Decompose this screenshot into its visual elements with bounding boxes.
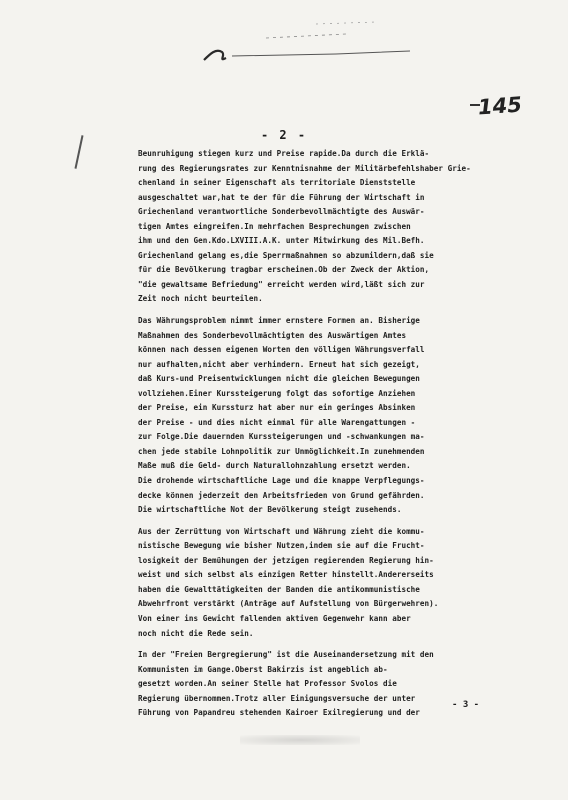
text-line: nistische Bewegung wie bisher Nutzen,indem sie auf die Frucht-: [138, 541, 425, 551]
text-line: nur aufhalten,nicht aber verhindern. Erneut hat sich gezeigt,: [138, 359, 420, 369]
text-line: der Preise, ein Kurssturz hat aber nur ein geringes Absinken: [138, 403, 416, 413]
text-line: noch nicht die Rede sein.: [138, 628, 254, 638]
paragraph-1: [138, 147, 500, 307]
text-line: Regierung übernommen.Trotz aller Einigungsversuche der unter: [138, 693, 416, 703]
text-line: für die Bevölkerung tragbar erscheinen.Ob der Zweck der Aktion,: [138, 265, 430, 275]
text-line: gesetzt worden.An seiner Stelle hat Professor Svolos die: [138, 679, 397, 689]
text-line: vollziehen.Einer Kurssteigerung folgt das sofortige Anziehen: [138, 388, 416, 398]
text-line: losigkeit der Bemühungen der jetzigen regierenden Regierung hin-: [138, 555, 434, 565]
text-line: Abwehrfront verstärkt (Anträge auf Aufstellung von Bürgerwehren).: [138, 599, 439, 609]
text-line: Zeit noch nicht beurteilen.: [138, 294, 263, 304]
text-line: rung des Regierungsrates zur Kenntnisnahme der Militärbefehlshaber Grie-: [138, 163, 471, 173]
continuation-marker: - 3 -: [452, 700, 480, 710]
text-line: haben die Gewalttätigkeiten der Banden die antikommunistische: [138, 584, 420, 594]
text-line: ausgeschaltet war,hat te der für die Führung der Wirtschaft in: [138, 192, 425, 202]
text-line: ihm und den Gen.Kdo.LXVIII.A.K. unter Mitwirkung des Mil.Befh.: [138, 236, 425, 246]
body-text: [138, 147, 500, 728]
text-line: Das Währungsproblem nimmt immer ernstere Formen an. Bisherige: [138, 316, 420, 326]
text-line: Griechenland verantwortliche Sonderbevollmächtigte des Auswär-: [138, 207, 425, 217]
text-line: Die wirtschaftliche Not der Bevölkerung steigt zusehends.: [138, 505, 402, 515]
paragraph-3: [138, 525, 500, 641]
text-line: decke können jederzeit den Arbeitsfrieden von Grund gefährden.: [138, 490, 425, 500]
text-line: weist und sich selbst als einzigen Retter hinstellt.Andererseits: [138, 570, 434, 580]
text-line: können nach dessen eigenen Worten den völligen Währungsverfall: [138, 345, 425, 355]
text-line: zur Folge.Die dauernden Kurssteigerungen und -schwankungen ma-: [138, 432, 425, 442]
text-line: chen jede stabile Lohnpolitik zur Unmöglichkeit.In zunehmenden: [138, 446, 425, 456]
text-line: In der "Freien Bergregierung" ist die Auseinandersetzung mit den: [138, 650, 434, 660]
text-line: "die gewaltsame Befriedung" erreicht werden wird,läßt sich zur: [138, 279, 425, 289]
paragraph-2: [138, 314, 500, 518]
text-line: der Preise - und dies nicht einmal für alle Warengattungen -: [138, 417, 416, 427]
text-line: Führung von Papandreu stehenden Kairoer Exilregierung und der: [138, 708, 420, 718]
text-line: Kommunisten im Gange.Oberst Bakirzis ist angeblich ab-: [138, 664, 388, 674]
text-line: Griechenland gelang es,die Sperrmaßnahmen so abzumildern,daß sie: [138, 250, 434, 260]
text-line: daß Kurs-und Preisentwicklungen nicht die gleichen Bewegungen: [138, 374, 420, 384]
text-line: Aus der Zerrüttung von Wirtschaft und Währung zieht die kommu-: [138, 526, 425, 536]
scan-smudge: [240, 735, 360, 745]
paragraph-4: [138, 648, 500, 721]
text-line: Die drohende wirtschaftliche Lage und die knappe Verpflegungs-: [138, 476, 425, 486]
folio-number: 145: [477, 92, 523, 120]
text-line: Maßnahmen des Sonderbevollmächtigten des Auswärtigen Amtes: [138, 330, 407, 340]
text-line: Maße muß die Geld- durch Naturallohnzahlung ersetzt werden.: [138, 461, 411, 471]
text-line: Von einer ins Gewicht fallenden aktiven Gegenwehr kann aber: [138, 613, 411, 623]
handwritten-scribble: [196, 18, 416, 70]
text-line: tigen Amtes eingreifen.In mehrfachen Besprechungen zwischen: [138, 221, 411, 231]
text-line: Beunruhigung stiegen kurz und Preise rapide.Da durch die Erklä-: [138, 149, 430, 158]
text-line: chenland in seiner Eigenschaft als territoriale Dienststelle: [138, 178, 416, 188]
page-number: - 2 -: [260, 128, 308, 142]
